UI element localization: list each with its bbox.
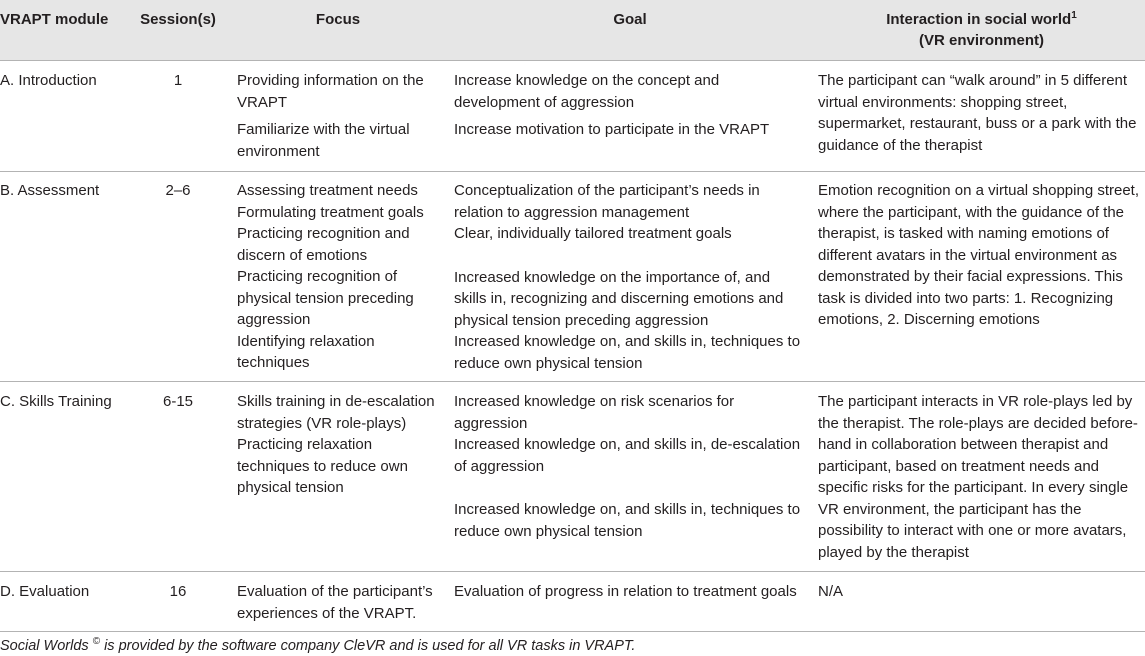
- copyright-symbol: ©: [92, 636, 101, 648]
- goal-item: Increased knowledge on, and skills in, de-escalation of aggression: [454, 436, 801, 475]
- goal-item: Increased knowledge on, and skills in, techniques to reduce own physical tension: [454, 333, 801, 372]
- row-divider: [0, 381, 1145, 382]
- table-bottom-rule: [0, 631, 1145, 632]
- focus-item: Practicing recognition and discern of emotions: [237, 225, 410, 264]
- row-a-goal: [454, 70, 806, 141]
- header-divider: [0, 60, 1145, 61]
- header-focus: Focus: [315, 11, 361, 28]
- row-d-sessions: 16: [169, 583, 187, 600]
- goal-item: Clear, individually tailored treatment goals: [454, 225, 732, 242]
- row-b-module: B. Assessment: [0, 182, 100, 199]
- header-sessions: Session(s): [140, 11, 216, 28]
- focus-item: Practicing recognition of physical tension preceding aggression: [237, 268, 414, 328]
- row-d-interaction: N/A: [818, 583, 844, 600]
- goal-item: Evaluation of progress in relation to treatment goals: [454, 583, 797, 600]
- row-b-interaction: Emotion recognition on a virtual shopping street, where the participant, with the guidance of the therapist, is tasked with naming emotions of different avatars in the virtual environment as demonstrated by their facial expressions. This task is divided into two parts: 1. Recognizing emotions, 2. Discerning emotions: [818, 182, 1140, 328]
- row-d-goal: [454, 581, 806, 603]
- row-b-goal: [454, 180, 806, 374]
- row-divider: [0, 171, 1145, 172]
- header-goal: Goal: [613, 11, 647, 28]
- focus-item: Practicing relaxation techniques to reduce own physical tension: [237, 436, 408, 496]
- row-d-module: D. Evaluation: [0, 583, 90, 600]
- goal-item: Increased knowledge on the importance of, and skills in, recognizing and discerning emotions and physical tension preceding aggression: [454, 268, 784, 329]
- focus-item: Providing information on the VRAPT: [237, 72, 424, 111]
- header-interaction: [818, 9, 1145, 51]
- row-c-sessions: 6-15: [162, 393, 194, 410]
- row-a-focus: [237, 70, 439, 162]
- focus-item: Identifying relaxation techniques: [237, 332, 375, 371]
- row-b-sessions: 2–6: [165, 182, 191, 199]
- goal-item: Increased knowledge on risk scenarios for aggression: [454, 393, 735, 432]
- table-footnote: [0, 637, 635, 655]
- row-a-interaction: The participant can “walk around” in 5 different virtual environments: shopping street, supermarket, restaurant, buss or a park with the guidance of the therapist: [818, 72, 1137, 154]
- row-c-interaction: The participant interacts in VR role-plays led by the therapist. The role-plays are decided before-hand in collaboration between therapist and participant, based on treatment needs and specific risks for the participant. In every single VR environment, the participant has the possibility to interact with one or more avatars, played by the therapist: [818, 393, 1138, 561]
- row-a-sessions: 1: [173, 72, 183, 89]
- header-interaction-sub: (VR environment): [918, 32, 1044, 49]
- goal-item: Increased knowledge on, and skills in, techniques to reduce own physical tension: [454, 501, 801, 540]
- focus-item: Formulating treatment goals: [237, 203, 424, 221]
- footnote-marker: 1: [1071, 10, 1077, 21]
- focus-item: Assessing treatment needs: [237, 182, 418, 199]
- header-module: VRAPT module: [0, 11, 109, 28]
- row-a-module: A. Introduction: [0, 72, 97, 89]
- footnote-text-pre: Social Worlds: [0, 638, 93, 654]
- row-divider: [0, 571, 1145, 572]
- row-c-focus: [237, 391, 439, 499]
- header-interaction-label: Interaction in social world: [886, 11, 1072, 28]
- focus-item: Evaluation of the participant’s experiences of the VRAPT.: [237, 583, 433, 622]
- goal-item: Increase knowledge on the concept and development of aggression: [454, 72, 720, 111]
- focus-item: Familiarize with the virtual environment: [237, 121, 410, 160]
- row-d-focus: [237, 581, 439, 624]
- row-c-goal: [454, 391, 806, 542]
- footnote-text-post: is provided by the software company CleVR and is used for all VR tasks in VRAPT.: [100, 638, 636, 654]
- focus-item: Skills training in de-escalation strategies (VR role-plays): [237, 393, 435, 432]
- goal-item: Increase motivation to participate in the VRAPT: [454, 121, 770, 138]
- row-c-module: C. Skills Training: [0, 393, 112, 410]
- goal-item: Conceptualization of the participant’s needs in relation to aggression management: [454, 182, 760, 221]
- row-b-focus: [237, 180, 439, 374]
